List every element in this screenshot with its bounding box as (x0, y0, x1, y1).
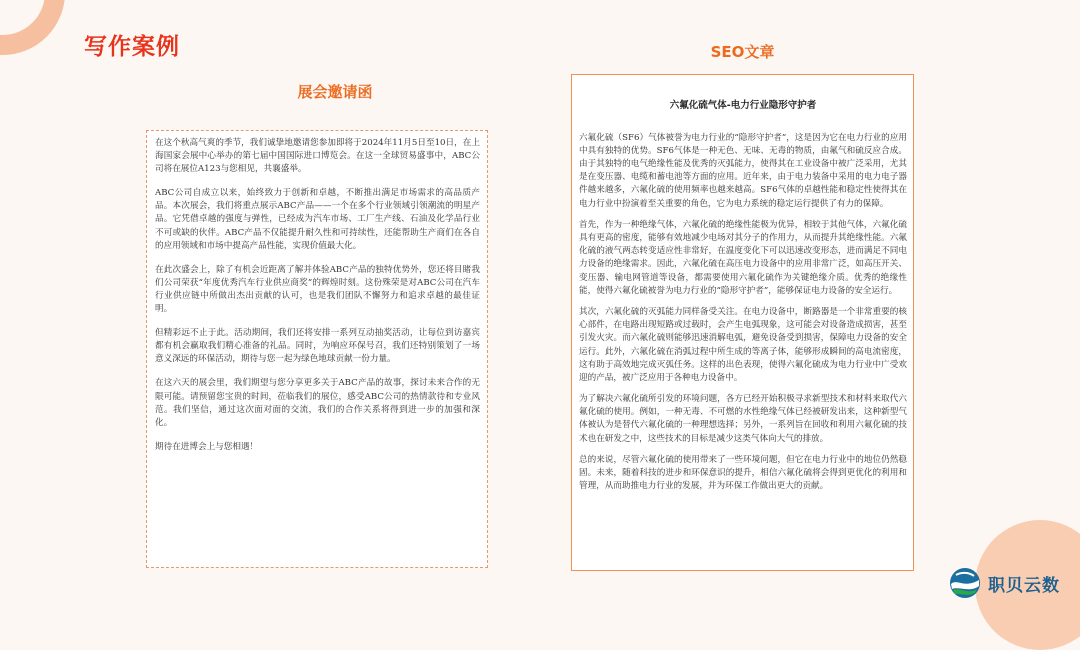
article-paragraph: 为了解决六氟化硫所引发的环境问题，各方已经开始积极寻求新型技术和材料来取代六氟化硫的使用。例如，一种无毒、不可燃的水性绝缘气体已经被研发出来，这种新型气体被认为是替代六氟化硫的一种理想选择；另外，一系列旨在回收和利用六氟化硫的技术也在研发之中，这些技术的目标是减少这类气体向大气的排放。 (579, 394, 907, 444)
letter-paragraph: 在这个秋高气爽的季节，我们诚挚地邀请您参加即将于2024年11月5日至10日，在上海国家会展中心举办的第七届中国国际进口博览会。在这一全球贸易盛事中，ABC公司将在展位A123与您相见，共襄盛举。 (155, 138, 480, 175)
letter-paragraph: 但精彩远不止于此。活动期间，我们还将安排一系列互动抽奖活动，让每位到访嘉宾都有机会赢取我们精心准备的礼品。同时，为响应环保号召，我们还特别策划了一场意义深远的环保活动，期待与您一起为绿色地球贡献一份力量。 (155, 328, 480, 365)
article-paragraph: 六氟化硫（SF6）气体被誉为电力行业的“隐形守护者”，这是因为它在电力行业的应用中具有独特的优势。SF6气体是一种无色、无味、无毒的物质，由氟气和硫反应合成。由于其独特的电气绝缘性能及优秀的灭弧能力，使得其在工业设备中被广泛采用，尤其是在变压器、电缆和蓄电池等方面的应用。近年来，由于电力装备中采用的电力电子器件越来越多，六氟化硫的使用频率也越来越高。SF6气体的卓越性能和稳定性使得其在电力行业中扮演着至关重要的角色，它为电力系统的稳定运行提供了有力的保障。 (579, 133, 907, 209)
corner-ring-decoration (0, 0, 65, 55)
letter-paragraph: ABC公司自成立以来，始终致力于创新和卓越，不断推出满足市场需求的高品质产品。本次展会，我们将重点展示ABC产品——一个在多个行业领域引领潮流的明星产品。它凭借卓越的强度与弹性，已经成为汽车市场、工厂生产线、石油及化学品行业不可或缺的伙伴。ABC产品不仅能提升耐久性和可持续性，还能帮助生产商们在各自的应用领域和市场中提高产品性能，实现价值最大化。 (155, 188, 480, 251)
page-title: 写作案例 (84, 34, 180, 60)
seo-heading: SEO文章 (710, 43, 775, 61)
brand-logo (948, 564, 1080, 602)
article-paragraph: 首先，作为一种绝缘气体，六氟化硫的绝缘性能极为优异，相较于其他气体，六氟化硫具有更高的密度，能够有效地减少电场对其分子的作用力，从而提升其绝缘性能。六氟化硫的液气两态转变适应性非常好，在温度变化下可以迅速改变形态，进而满足不同电力设备的绝缘需求。因此，六氟化硫在高压电力设备中的应用非常广泛，如高压开关、变压器、输电网管道等设备，都需要使用六氟化硫作为关键绝缘介质。优秀的绝缘性能，使得六氟化硫被誉为电力行业的“隐形守护者”，能够保证电力设备的安全运行。 (579, 220, 907, 296)
invitation-heading: 展会邀请函 (297, 83, 373, 101)
letter-paragraph: 在此次盛会上，除了有机会近距离了解并体验ABC产品的独特优势外，您还将目睹我们公司荣获“年度优秀汽车行业供应商奖”的辉煌时刻。这份殊荣是对ABC公司在汽车行业供应链中所做出杰出贡献的认可，也是我们团队不懈努力和追求卓越的最佳证明。 (155, 264, 480, 315)
letter-paragraph: 在这六天的展会里，我们期望与您分享更多关于ABC产品的故事，探讨未来合作的无限可能。请预留您宝贵的时间，莅临我们的展位，感受ABC公司的热情款待和专业风范。我们坚信，通过这次面对面的交流，我们的合作关系将得到进一步的加强和深化。 (155, 378, 480, 428)
article-paragraph: 其次，六氟化硫的灭弧能力同样备受关注。在电力设备中，断路器是一个非常重要的核心部件，在电路出现短路或过载时，会产生电弧现象，这可能会对设备造成损害，甚至引发火灾。而六氟化硫则能够迅速消解电弧，避免设备受到损害，保障电力设备的安全运行。此外，六氟化硫在消弧过程中所生成的等离子体，能够形成瞬间的高电流密度，这有助于高效地完成灭弧任务。这样的出色表现，使得六氟化硫成为电力行业中广受欢迎的产品，被广泛应用于各种电力设备中。 (579, 307, 907, 383)
seo-article-panel (571, 74, 914, 571)
invitation-letter-panel (146, 130, 488, 568)
brand-name: 职贝云数 (988, 575, 1060, 596)
article-title: 六氟化硫气体-电力行业隐形守护者 (669, 100, 817, 111)
article-paragraph: 总的来说，尽管六氟化硫的使用带来了一些环境问题，但它在电力行业中的地位仍然稳固。未来，随着科技的进步和环保意识的提升，相信六氟化硫将会得到更优化的利用和管理，从而助推电力行业的发展，并为环保工作做出更大的贡献。 (579, 455, 907, 492)
brand-globe-icon (948, 566, 982, 600)
letter-paragraph: 期待在进博会上与您相遇！ (155, 441, 259, 452)
